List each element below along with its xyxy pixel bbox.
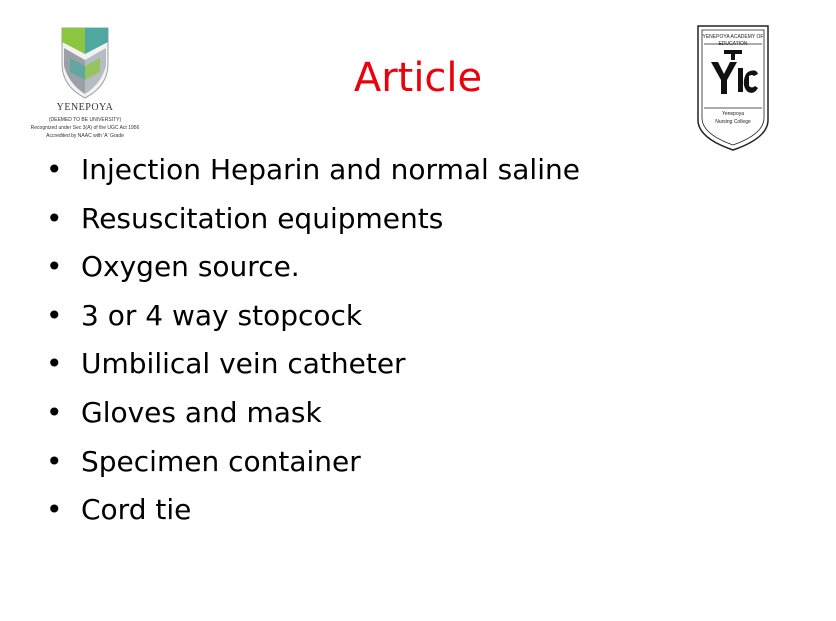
bullet-icon: •	[46, 347, 63, 381]
slide-title: Article	[353, 55, 483, 101]
list-item-text: Umbilical vein catheter	[81, 347, 406, 381]
list-item-text: 3 or 4 way stopcock	[81, 298, 363, 332]
list-item-text: Cord tie	[81, 493, 192, 527]
university-recognition: Recognized under Sec 3(A) of the UGC Act 1956	[30, 125, 140, 131]
list-item-text: Gloves and mask	[81, 395, 322, 429]
bullet-icon: •	[46, 444, 63, 478]
bullet-icon: •	[46, 153, 63, 186]
university-name: YENEPOYA	[56, 102, 114, 113]
list-item-text: Oxygen source.	[81, 250, 300, 284]
list-item-text: Specimen container	[81, 444, 361, 478]
nursing-college-top-text: YENEPOYA ACADEMY OF EDUCATION	[702, 34, 764, 47]
bullet-icon: •	[46, 201, 63, 235]
bullet-icon: •	[46, 250, 63, 284]
bullet-icon: •	[46, 493, 63, 527]
bullet-icon: •	[46, 395, 63, 429]
list-item-text: Injection Heparin and normal saline	[81, 153, 580, 186]
nursing-college-subtitle: Nursing College	[715, 119, 751, 125]
list-item-text: Resuscitation equipments	[81, 201, 444, 235]
nursing-college-name: Yenepoya	[721, 111, 745, 117]
university-accreditation: Accredited by NAAC with 'A' Grade	[46, 133, 124, 139]
bullet-icon: •	[46, 298, 63, 332]
university-subtitle: (DEEMED TO BE UNIVERSITY)	[48, 117, 122, 123]
